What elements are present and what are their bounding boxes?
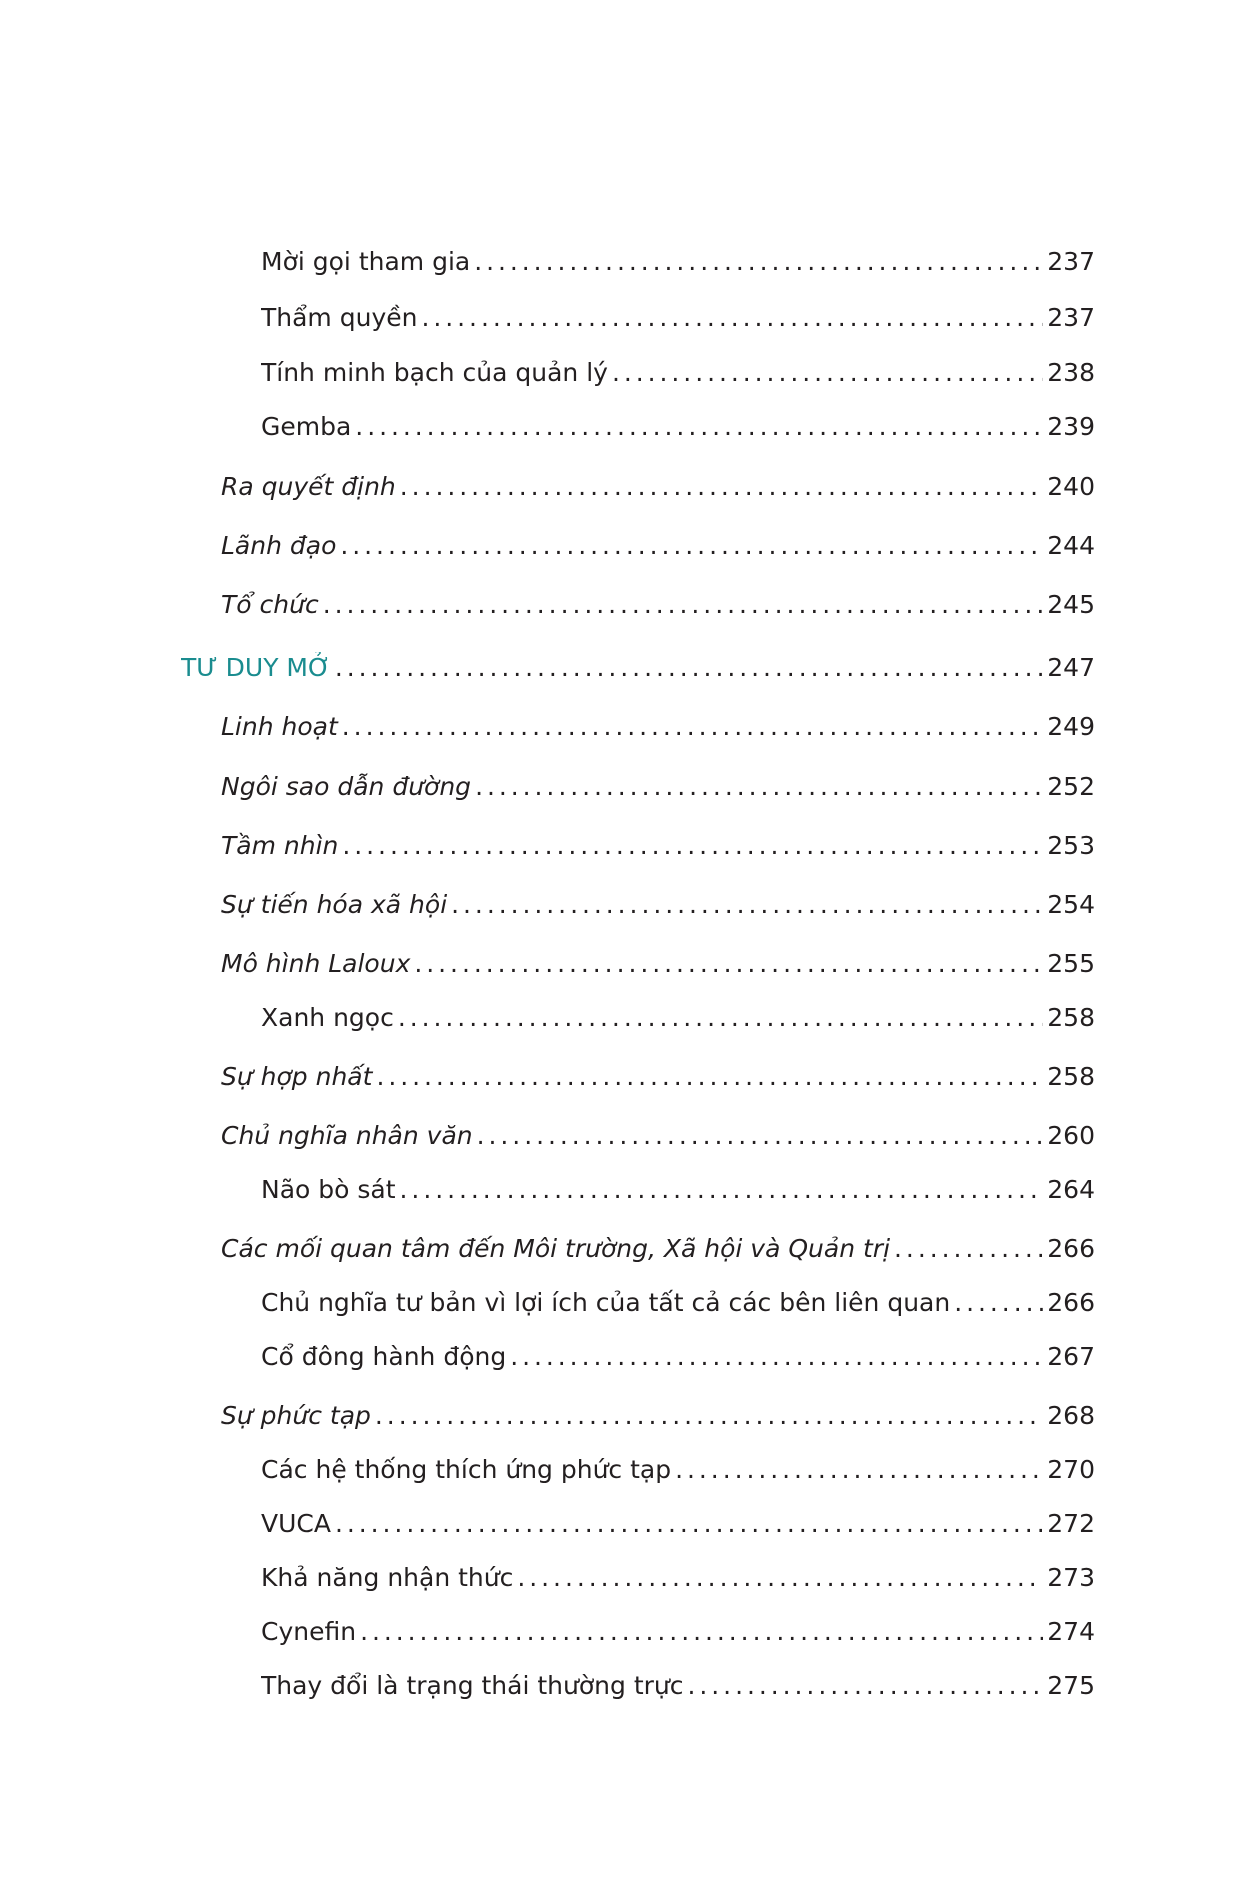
toc-entry-label: Tính minh bạch của quản lý [261, 358, 608, 387]
toc-entry [221, 589, 1095, 621]
toc-entry [261, 1454, 1095, 1486]
dot-leader [398, 1002, 1043, 1034]
dot-leader [510, 1341, 1043, 1373]
dot-leader [451, 889, 1043, 921]
toc-entry-label: Chủ nghĩa tư bản vì lợi ích của tất cả các bên liên quan [261, 1288, 951, 1317]
toc-entry-page: 253 [1047, 831, 1095, 860]
toc-entry-page: 260 [1047, 1121, 1095, 1150]
toc-entry [221, 471, 1095, 503]
dot-leader [355, 411, 1043, 443]
toc-entry-page: 272 [1047, 1509, 1095, 1538]
toc-entry [261, 411, 1095, 443]
dot-leader [421, 302, 1043, 334]
dot-leader [477, 1120, 1044, 1152]
toc-entry-page: 255 [1047, 949, 1095, 978]
toc-entry-page: 249 [1047, 712, 1095, 741]
toc-entry-label: Mời gọi tham gia [261, 247, 471, 276]
dot-leader [688, 1670, 1044, 1702]
toc-entry [221, 1400, 1095, 1432]
toc-entry-page: 268 [1047, 1401, 1095, 1430]
toc-entry-page: 273 [1047, 1563, 1095, 1592]
dot-leader [360, 1616, 1043, 1648]
dot-leader [335, 1508, 1043, 1540]
toc-entry-page: 254 [1047, 890, 1095, 919]
toc-entry [221, 948, 1095, 980]
toc-entry [221, 889, 1095, 921]
toc-entry-label: Mô hình Laloux [221, 949, 411, 978]
toc-entry-label: TƯ DUY MỞ [181, 653, 331, 682]
toc-entry-page: 240 [1047, 472, 1095, 501]
toc-entry-page: 266 [1047, 1288, 1095, 1317]
dot-leader [342, 830, 1043, 862]
toc-entry-label: Cổ đông hành động [261, 1342, 507, 1371]
dot-leader [475, 771, 1043, 803]
toc-entry [261, 1616, 1095, 1648]
toc-entry [221, 830, 1095, 862]
toc-entry-label: Khả năng nhận thức [261, 1563, 514, 1592]
toc-entry-label: Gemba [261, 412, 352, 441]
toc-entry [261, 1174, 1095, 1206]
toc-entry-label: Các mối quan tâm đến Môi trường, Xã hội và Quản trị [221, 1234, 891, 1263]
toc-entry-label: Linh hoạt [221, 712, 338, 741]
toc-entry-label: Các hệ thống thích ứng phức tạp [261, 1455, 672, 1484]
toc-entry-page: 266 [1047, 1234, 1095, 1263]
toc-entry-page: 238 [1047, 358, 1095, 387]
dot-leader [612, 357, 1043, 389]
toc-entry-label: Chủ nghĩa nhân văn [221, 1121, 473, 1150]
toc-entry-label: Lãnh đạo [221, 531, 337, 560]
dot-leader [400, 471, 1044, 503]
dot-leader [474, 246, 1043, 278]
toc-entry [221, 1233, 1095, 1265]
toc-entry-page: 239 [1047, 412, 1095, 441]
toc-entry-label: VUCA [261, 1509, 331, 1538]
toc-entry-page: 258 [1047, 1062, 1095, 1091]
toc-entry-label: Thẩm quyền [261, 303, 418, 332]
toc-entry-label: Sự tiến hóa xã hội [221, 890, 448, 919]
toc-entry-label: Tổ chức [221, 590, 319, 619]
toc-entry [221, 711, 1095, 743]
dot-leader [675, 1454, 1043, 1486]
dot-leader [517, 1562, 1043, 1594]
toc-entry [261, 1508, 1095, 1540]
toc-entry-label: Tầm nhìn [221, 831, 339, 860]
dot-leader [400, 1174, 1044, 1206]
dot-leader [954, 1287, 1043, 1319]
toc-entry-page: 267 [1047, 1342, 1095, 1371]
toc-entry [261, 246, 1095, 278]
toc-entry [221, 1061, 1095, 1093]
dot-leader [342, 711, 1044, 743]
toc-entry-label: Cynefin [261, 1617, 357, 1646]
toc-entry-label: Ngôi sao dẫn đường [221, 772, 472, 801]
toc-entry [261, 357, 1095, 389]
toc-section-heading [181, 652, 1095, 684]
toc-entry-label: Ra quyết định [221, 472, 396, 501]
toc-entry [221, 771, 1095, 803]
toc-entry-page: 258 [1047, 1003, 1095, 1032]
toc-entry [221, 530, 1095, 562]
toc-entry-page: 247 [1047, 653, 1095, 682]
toc-entry-page: 274 [1047, 1617, 1095, 1646]
dot-leader [894, 1233, 1043, 1265]
toc-entry [261, 1287, 1095, 1319]
toc-entry [221, 1120, 1095, 1152]
toc-entry [261, 1341, 1095, 1373]
toc-entry-page: 237 [1047, 303, 1095, 332]
dot-leader [340, 530, 1043, 562]
toc-entry-page: 275 [1047, 1671, 1095, 1700]
toc-entry [261, 1002, 1095, 1034]
toc-entry [261, 302, 1095, 334]
dot-leader [414, 948, 1043, 980]
toc-entry-page: 264 [1047, 1175, 1095, 1204]
toc-entry-label: Sự hợp nhất [221, 1062, 373, 1091]
toc-entry-page: 237 [1047, 247, 1095, 276]
toc-entry-page: 270 [1047, 1455, 1095, 1484]
toc-entry-page: 245 [1047, 590, 1095, 619]
toc-entry-page: 244 [1047, 531, 1095, 560]
toc-entry-label: Sự phức tạp [221, 1401, 371, 1430]
toc-entry [261, 1562, 1095, 1594]
dot-leader [323, 589, 1044, 621]
dot-leader [335, 652, 1043, 684]
dot-leader [375, 1400, 1043, 1432]
dot-leader [376, 1061, 1043, 1093]
toc-entry-label: Não bò sát [261, 1175, 396, 1204]
toc-entry [261, 1670, 1095, 1702]
toc-entry-label: Xanh ngọc [261, 1003, 394, 1032]
toc-entry-page: 252 [1047, 772, 1095, 801]
toc-entry-label: Thay đổi là trạng thái thường trực [261, 1671, 684, 1700]
